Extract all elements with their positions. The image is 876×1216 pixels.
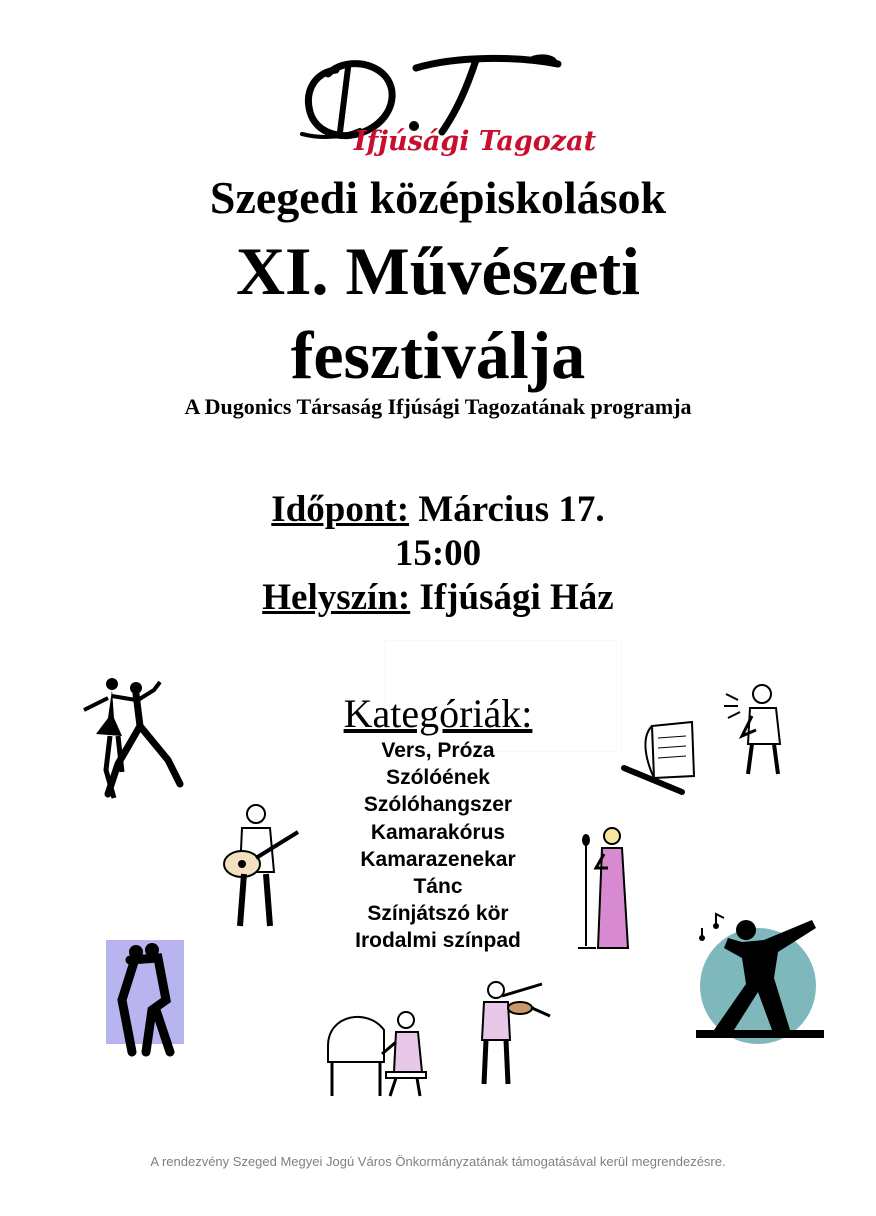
category-item: Kamarazenekar	[360, 847, 516, 871]
guitarist-icon	[212, 802, 304, 932]
tango-couple-icon	[106, 940, 184, 1058]
time-row	[0, 532, 876, 576]
category-item: Kamarakórus	[370, 820, 506, 844]
category-item: Vers, Próza	[381, 739, 495, 762]
violinist-icon	[468, 978, 554, 1088]
heading-line-3: fesztiválja	[290, 317, 586, 393]
place-row	[0, 576, 876, 620]
page-turner-icon	[622, 716, 696, 796]
female-singer-icon	[578, 824, 634, 952]
heading-line-2: XI. Művészeti	[235, 233, 641, 309]
logo-graphic	[296, 50, 597, 160]
place-value: Ifjúsági Ház	[419, 577, 614, 618]
dt-logo	[296, 50, 597, 160]
logo-subtitle: Ifjúsági Tagozat	[354, 126, 597, 157]
category-item: Szólóének	[386, 766, 490, 790]
time-value: 15:00	[394, 533, 482, 574]
heading-subtitle: A Dugonics Társaság Ifjúsági Tagozatának programja	[184, 394, 692, 419]
pianist-icon	[324, 1006, 432, 1100]
date-label: Időpont:	[271, 489, 410, 530]
category-item: Irodalmi színpad	[355, 929, 521, 953]
date-row	[0, 488, 876, 532]
date-value: Március 17.	[418, 489, 605, 530]
singer-silhouette-icon	[694, 908, 826, 1040]
ballet-dancers-icon	[78, 674, 186, 802]
category-item: Szólóhangszer	[363, 793, 513, 817]
place-label: Helyszín:	[262, 577, 411, 618]
category-item: Színjátszó kör	[367, 902, 509, 926]
footer-note: A rendezvény Szeged Megyei Jogú Város Önkormányzatának támogatásával kerül megrendezésre.	[150, 1154, 726, 1169]
reciter-icon	[722, 680, 788, 776]
heading-line-1: Szegedi középiskolások	[209, 172, 667, 223]
category-item: Tánc	[413, 875, 463, 899]
categories-title: Kategóriák:	[343, 691, 533, 736]
